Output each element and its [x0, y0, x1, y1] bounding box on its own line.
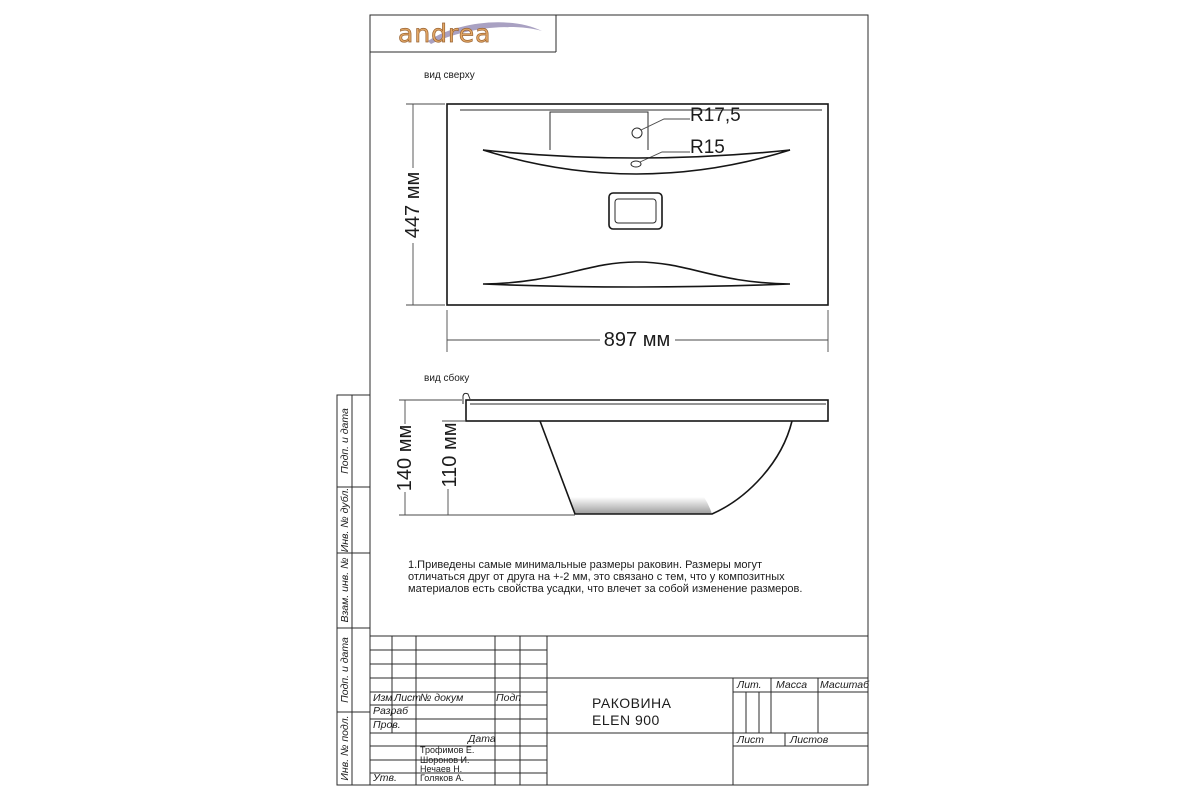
- side-view: [463, 393, 828, 514]
- header-izm: Изм: [373, 692, 393, 704]
- note-line-3: материалов есть свойства усадки, что влечет за собой изменение размеров.: [408, 583, 803, 595]
- side-strip-label-orig-inv: Инв. № подл.: [339, 715, 351, 781]
- title-block-columns: [392, 636, 547, 785]
- label-lit: Лит.: [737, 679, 762, 691]
- role-approved: Утв.: [373, 772, 397, 784]
- countertop-slab: [466, 400, 828, 421]
- role-checked: Пров.: [373, 719, 401, 731]
- header-doc-no: № докум: [420, 692, 464, 704]
- dimension-total-height: [394, 400, 575, 515]
- logo-text: andrea: [398, 19, 492, 48]
- top-view-label: вид сверху: [424, 70, 475, 81]
- label-mass: Масса: [776, 679, 808, 691]
- top-view-outline: [447, 104, 828, 305]
- name-3: Нечаев Н.: [420, 764, 463, 774]
- side-strip: [337, 395, 370, 785]
- top-view: [447, 104, 828, 305]
- role-developed: Разраб: [373, 705, 409, 717]
- side-strip-label-replace-inv: Взам. инв. №: [339, 557, 351, 623]
- label-sheets: Листов: [790, 734, 829, 746]
- dimension-bowl-height-label: 110 мм: [439, 422, 461, 488]
- product-name: РАКОВИНА: [592, 695, 672, 711]
- drawing-note: [408, 559, 802, 595]
- side-strip-label-dup-inv: Инв. № дубл.: [339, 487, 351, 553]
- name-2: Шоронов И.: [420, 755, 470, 765]
- header-list: Лист: [394, 692, 422, 704]
- side-view-label: вид сбоку: [424, 373, 470, 384]
- dimension-total-height-lines: [399, 400, 575, 515]
- dimension-bowl-height: [439, 421, 466, 515]
- bowl-bottom-shade: [570, 497, 712, 514]
- product-model: ELEN 900: [592, 712, 660, 728]
- header-sign: Подп: [496, 692, 522, 704]
- overflow-hole: [631, 161, 641, 167]
- dimension-total-height-label: 140 мм: [394, 424, 416, 492]
- label-scale: Масштаб: [820, 679, 870, 691]
- dimension-depth-label: 447 мм: [402, 171, 424, 239]
- title-block: [370, 636, 870, 785]
- logo: [398, 19, 542, 48]
- note-line-2: отличаться друг от друга на +-2 мм, это связано с тем, что у композитных: [408, 571, 785, 583]
- title-block-right-cells: [733, 678, 868, 785]
- side-strip-label-sign-date-1: Подп. и дата: [339, 408, 351, 474]
- tap-hole-radius-label: R17,5: [690, 105, 741, 126]
- side-strip-label-sign-date-2: Подп. и дата: [339, 637, 351, 703]
- dimension-depth: [402, 104, 445, 305]
- tap-hole: [632, 128, 642, 138]
- label-sheet: Лист: [737, 734, 765, 746]
- name-4: Голяков А.: [420, 773, 465, 783]
- bowl-back-edge: [483, 150, 790, 174]
- overflow-radius-label: R15: [690, 137, 725, 158]
- note-line-1: 1.Приведены самые минимальные размеры раковин. Размеры могут: [408, 559, 763, 571]
- bowl-front-edge: [483, 262, 790, 287]
- dimension-width: [447, 310, 828, 352]
- header-date: Дата: [468, 733, 496, 745]
- name-1: Трофимов Е.: [420, 745, 475, 755]
- faucet-deck-notch: [550, 112, 648, 150]
- dimension-width-label: 897 мм: [603, 329, 671, 351]
- drain-outer: [609, 193, 662, 229]
- drain-inner: [615, 199, 656, 223]
